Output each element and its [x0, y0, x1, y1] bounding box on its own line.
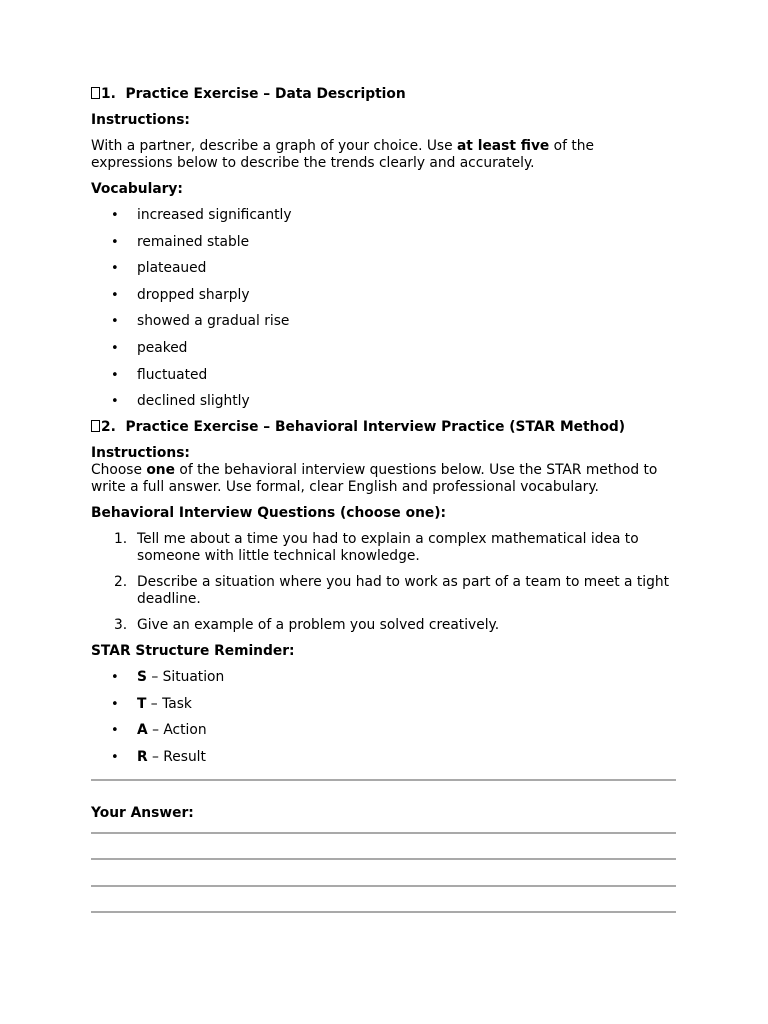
star-list	[91, 669, 676, 766]
answer-line[interactable]	[91, 885, 676, 887]
section2-instructions-label: Instructions:	[91, 445, 190, 462]
section1-instructions-emphasis: at least five	[457, 138, 550, 154]
bullet-icon: •	[111, 723, 119, 739]
vocabulary-item-text: plateaued	[137, 260, 207, 277]
question-number: 2.	[114, 574, 128, 591]
question-item	[91, 531, 676, 565]
section2-heading-number: 2.	[101, 419, 116, 436]
question-number: 1.	[114, 531, 128, 548]
answer-line[interactable]	[91, 832, 676, 834]
vocabulary-item-text: showed a gradual rise	[137, 313, 290, 330]
section1-heading	[91, 86, 676, 103]
star-item-text: – Action	[147, 722, 207, 739]
vocabulary-item	[91, 234, 676, 251]
vocabulary-item-text: increased significantly	[137, 207, 292, 223]
divider	[91, 779, 676, 781]
section1-instructions-text: With a partner, describe a graph of your choice. Use	[91, 138, 457, 154]
bullet-icon: •	[111, 314, 119, 330]
star-item	[91, 696, 676, 713]
document-page	[91, 85, 676, 766]
bullet-icon: •	[111, 367, 119, 383]
star-item	[91, 669, 676, 686]
missing-glyph-icon	[91, 420, 100, 432]
question-text: Give an example of a problem you solved creatively.	[137, 617, 500, 634]
section1-instructions-text-end: of the expressions below to describe the trends clearly and accurately.	[91, 138, 595, 171]
vocabulary-item	[91, 207, 676, 224]
section2-instructions	[91, 462, 676, 496]
star-letter: S	[137, 669, 147, 686]
star-item-text: – Result	[147, 748, 206, 765]
bullet-icon: •	[111, 208, 119, 223]
bullet-icon: •	[111, 696, 119, 712]
question-item	[91, 617, 676, 634]
star-item	[91, 749, 676, 766]
question-number: 3.	[114, 617, 128, 634]
bullet-icon: •	[111, 234, 119, 250]
section2-heading	[91, 419, 676, 436]
answer-label: Your Answer:	[91, 805, 194, 821]
question-text: Tell me about a time you had to explain a complex mathematical idea to someone with little technical knowledge.	[137, 531, 639, 565]
answer-line[interactable]	[91, 858, 676, 860]
section1-heading-text: Practice Exercise – Data Description	[125, 86, 406, 102]
star-label: STAR Structure Reminder:	[91, 643, 295, 660]
vocabulary-item	[91, 340, 676, 357]
section1-heading-number: 1.	[101, 86, 116, 102]
question-text: Describe a situation where you had to work as part of a team to meet a tight deadline.	[137, 574, 670, 608]
question-item	[91, 574, 676, 608]
bullet-icon: •	[111, 287, 119, 303]
questions-label: Behavioral Interview Questions (choose one):	[91, 505, 447, 522]
star-item	[91, 722, 676, 739]
bullet-icon: •	[111, 340, 119, 356]
star-letter: T	[137, 695, 147, 712]
section2-instructions-emphasis: one	[146, 462, 175, 479]
section2-instructions-text: Choose	[91, 462, 147, 479]
answer-line[interactable]	[91, 911, 676, 913]
vocabulary-label: Vocabulary:	[91, 181, 183, 197]
vocabulary-item-text: declined slightly	[137, 393, 250, 410]
questions-list	[91, 531, 676, 634]
vocabulary-item	[91, 393, 676, 410]
star-item-text: – Situation	[146, 669, 225, 686]
star-letter: A	[137, 722, 148, 739]
vocabulary-list	[91, 207, 676, 410]
bullet-icon: •	[111, 261, 119, 277]
vocabulary-item-text: dropped sharply	[137, 286, 250, 303]
vocabulary-item	[91, 367, 676, 384]
bullet-icon: •	[111, 394, 119, 410]
section2-heading-text: Practice Exercise – Behavioral Interview Practice (STAR Method)	[125, 419, 626, 436]
vocabulary-item	[91, 287, 676, 304]
vocabulary-item-text: remained stable	[137, 233, 250, 250]
section1-instructions	[91, 138, 631, 172]
vocabulary-item-text: peaked	[137, 339, 188, 356]
section2-instructions-text-end: of the behavioral interview questions below. Use the STAR method to write a full answer. Use formal, clear English and professional vocabulary.	[91, 462, 658, 496]
star-letter: R	[137, 748, 148, 765]
bullet-icon: •	[111, 749, 119, 765]
star-item-text: – Task	[146, 695, 192, 712]
bullet-icon: •	[111, 670, 119, 686]
vocabulary-item-text: fluctuated	[137, 366, 208, 383]
section1-instructions-label: Instructions:	[91, 112, 190, 128]
vocabulary-item	[91, 260, 676, 277]
missing-glyph-icon	[91, 87, 100, 99]
vocabulary-item	[91, 313, 676, 330]
